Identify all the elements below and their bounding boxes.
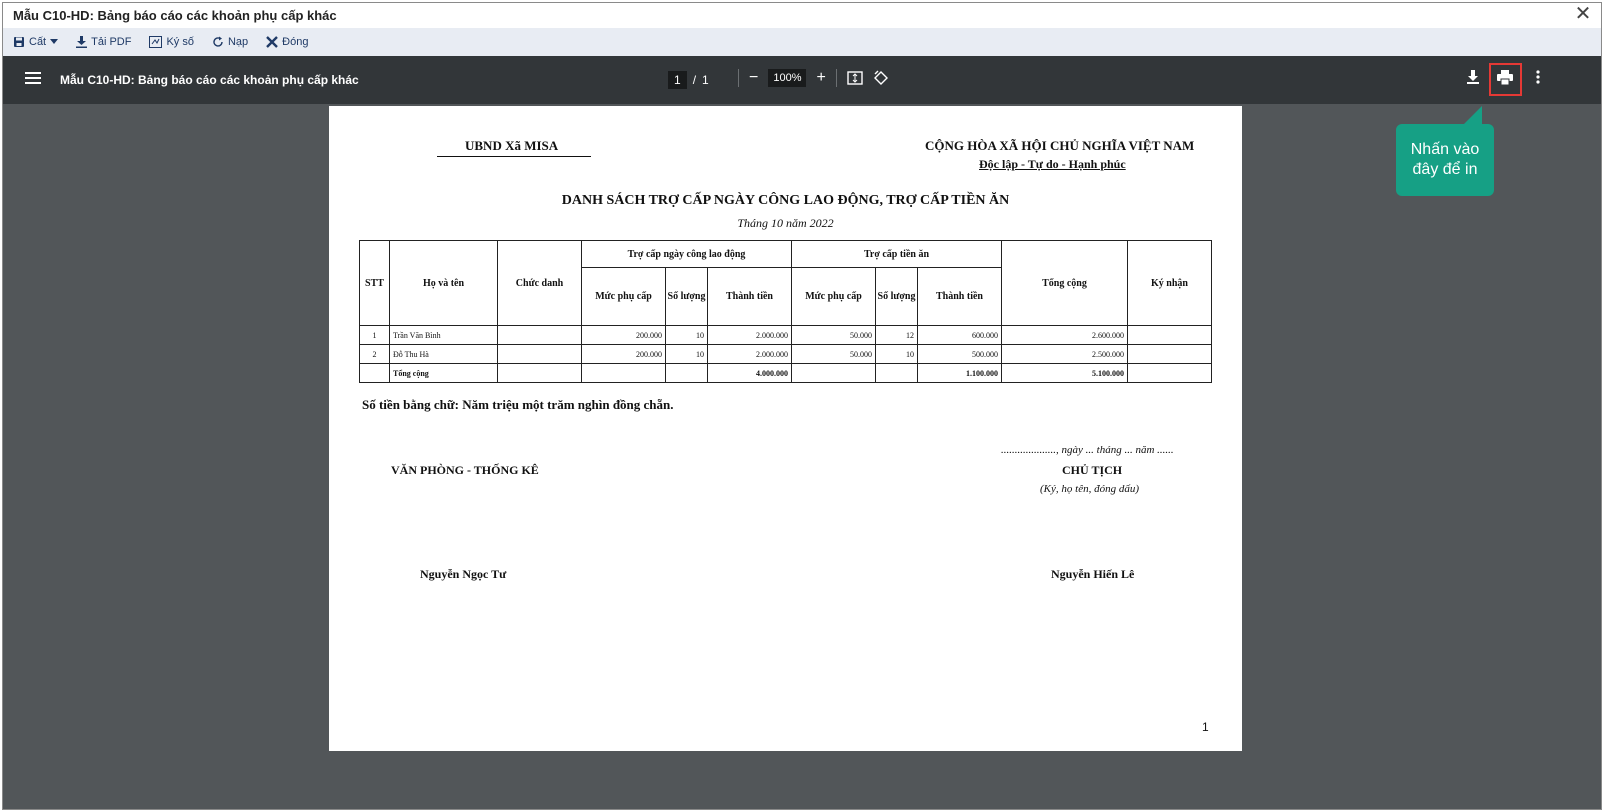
col-name: Họ và tên [390, 241, 498, 326]
save-button-label: Cất [29, 36, 47, 48]
pdf-viewer-toolbar [3, 56, 1601, 104]
cell-sign [1128, 345, 1212, 364]
cell-total: 2.500.000 [1002, 345, 1128, 364]
more-options-icon[interactable] [1536, 70, 1540, 84]
col-qty-2: Số lượng [876, 268, 918, 326]
right-signature-note: (Ký, họ tên, đóng dấu) [1040, 483, 1139, 495]
close-button[interactable] [266, 36, 308, 48]
right-signer-name: Nguyễn Hiến Lê [1051, 567, 1135, 581]
col-rate-1: Mức phụ cấp [582, 268, 666, 326]
col-sign: Ký nhận [1128, 241, 1212, 326]
hamburger-menu-icon[interactable] [25, 69, 41, 89]
tooltip-line-1: Nhấn vào [1410, 141, 1480, 158]
col-group-workday: Trợ cấp ngày công lao động [582, 241, 792, 268]
col-group-meal: Trợ cấp tiền ăn [792, 241, 1002, 268]
cell-amount-1: 2.000.000 [708, 345, 792, 364]
current-page-input[interactable]: 1 [668, 71, 687, 89]
cell-qty-2: 12 [876, 326, 918, 345]
dialog-window [2, 2, 1602, 810]
zoom-level-input[interactable]: 100% [768, 69, 806, 87]
nation-motto: Độc lập - Tự do - Hạnh phúc [979, 157, 1126, 171]
digital-sign-button[interactable] [149, 36, 194, 48]
table-row [360, 345, 1212, 364]
col-position: Chức danh [498, 241, 582, 326]
cell-total: 2.600.000 [1002, 326, 1128, 345]
save-icon [13, 36, 25, 48]
report-period: Tháng 10 năm 2022 [737, 216, 834, 230]
col-qty-1: Số lượng [666, 268, 708, 326]
cell-position [498, 326, 582, 345]
separator [738, 69, 739, 87]
cell-rate-2: 50.000 [792, 326, 876, 345]
allowance-table [359, 240, 1212, 383]
cell-rate-1 [582, 364, 666, 383]
cell-total: 5.100.000 [1002, 364, 1128, 383]
table-row [360, 326, 1212, 345]
total-pages: 1 [702, 73, 709, 87]
toolbar [3, 28, 1601, 56]
cell-rate-2: 50.000 [792, 345, 876, 364]
cell-position [498, 364, 582, 383]
cell-stt: 2 [360, 345, 390, 364]
cell-amount-1: 2.000.000 [708, 326, 792, 345]
title-bar [3, 3, 1601, 28]
sign-icon [149, 36, 162, 48]
page-number: 1 [1202, 720, 1209, 734]
close-icon[interactable]: ✕ [1574, 3, 1592, 25]
amount-in-words: Số tiền bằng chữ: Năm triệu một trăm nghìn đồng chẵn. [362, 397, 674, 412]
download-pdf-label: Tải PDF [91, 36, 132, 48]
reload-button[interactable] [212, 36, 248, 48]
cell-amount-2: 500.000 [918, 345, 1002, 364]
save-button[interactable] [13, 36, 58, 48]
left-signature-title: VĂN PHÒNG - THỐNG KÊ [391, 463, 539, 477]
cell-name: Đỗ Thu Hà [390, 345, 498, 364]
col-total: Tổng cộng [1002, 241, 1128, 326]
col-amount-2: Thành tiền [918, 268, 1002, 326]
caret-down-icon [50, 39, 58, 45]
cell-amount-1: 4.000.000 [708, 364, 792, 383]
reload-label: Nạp [227, 36, 249, 48]
total-row [360, 364, 1212, 383]
tooltip-line-2: đây để in [1412, 161, 1478, 178]
cell-rate-2 [792, 364, 876, 383]
cell-stt: 1 [360, 326, 390, 345]
fit-page-icon[interactable] [847, 71, 863, 85]
zoom-out-button[interactable]: − [749, 69, 759, 86]
cell-qty-2 [876, 364, 918, 383]
close-label: Đóng [282, 36, 309, 48]
cell-rate-1: 200.000 [582, 326, 666, 345]
cell-rate-1: 200.000 [582, 345, 666, 364]
cell-qty-1 [666, 364, 708, 383]
x-icon [266, 36, 278, 48]
separator [836, 69, 837, 87]
org-underline [437, 156, 591, 157]
page-indicator [668, 71, 709, 89]
pdf-document-title: Mẫu C10-HD: Bảng báo cáo các khoản phụ cấp khác [60, 73, 359, 87]
digital-sign-label: Ký số [166, 36, 194, 48]
download-pdf-button[interactable] [76, 36, 131, 48]
cell-amount-2: 1.100.000 [918, 364, 1002, 383]
cell-qty-2: 10 [876, 345, 918, 364]
print-hint-tooltip [1396, 124, 1494, 196]
cell-position [498, 345, 582, 364]
col-stt: STT [360, 241, 390, 326]
cell-qty-1: 10 [666, 345, 708, 364]
cell-stt [360, 364, 390, 383]
org-name: UBND Xã MISA [465, 138, 559, 153]
nation-title: CỘNG HÒA XÃ HỘI CHỦ NGHĨA VIỆT NAM [925, 138, 1195, 153]
cell-total-label: Tổng cộng [390, 364, 498, 383]
col-amount-1: Thành tiền [708, 268, 792, 326]
pdf-viewer-canvas[interactable] [3, 104, 1601, 810]
zoom-in-button[interactable]: + [816, 69, 826, 86]
col-rate-2: Mức phụ cấp [792, 268, 876, 326]
download-icon[interactable] [1467, 70, 1479, 84]
page-separator: / [692, 73, 697, 87]
cell-name: Trần Văn Bình [390, 326, 498, 345]
cell-sign [1128, 364, 1212, 383]
window-title: Mẫu C10-HD: Bảng báo cáo các khoản phụ cấp khác [13, 8, 337, 23]
rotate-icon[interactable] [873, 70, 889, 86]
print-highlight-box [1489, 63, 1522, 96]
cell-qty-1: 10 [666, 326, 708, 345]
download-icon [76, 36, 87, 48]
pdf-page [329, 106, 1242, 751]
cell-sign [1128, 326, 1212, 345]
right-signature-title: CHỦ TỊCH [1062, 463, 1123, 477]
left-signer-name: Nguyễn Ngọc Tư [420, 567, 507, 581]
reload-icon [212, 36, 224, 48]
date-line: ...................., ngày ... tháng ... năm ...... [1001, 444, 1174, 456]
report-title: DANH SÁCH TRỢ CẤP NGÀY CÔNG LAO ĐỘNG, TRỢ CẤP TIỀN ĂN [561, 193, 1010, 208]
zoom-controls [738, 69, 889, 87]
cell-amount-2: 600.000 [918, 326, 1002, 345]
